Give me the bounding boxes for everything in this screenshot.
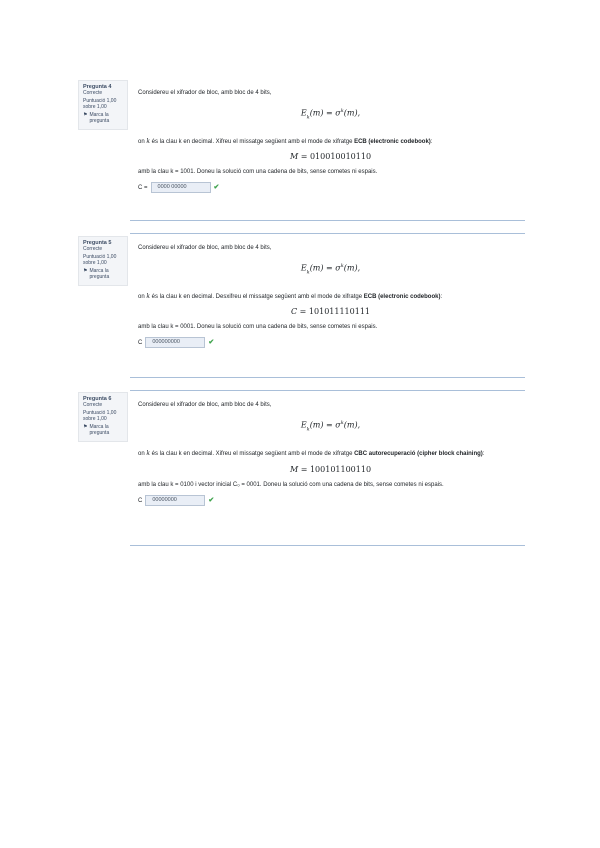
answer-label: C = [138,184,148,191]
question-body: on k és la clau k en decimal. Desxifreu el missatge següent amb el mode de xifratge ECB (electronic codebook): [138,293,443,301]
question-info [78,236,128,286]
question-state: Correcte [83,90,103,96]
question-grade: Puntuació 1,00 sobre 1,00 [83,410,117,422]
check-icon: ✔ [208,338,215,346]
question-content [138,401,523,506]
cipher-formula: $E_k(m) = \sigma^k(m)$, [300,108,361,121]
flag-icon: ⚑ [83,112,88,118]
flag-question-link[interactable] [83,112,123,124]
key-text: amb la clau k = 0001. Doneu la solució com una cadena de bits, sense cometes ni espais. [138,324,378,331]
answer-input[interactable]: 0000 00000 [151,182,211,193]
answer-input[interactable]: 00000000 [145,495,205,506]
message-formula: M = 100101100110 [289,465,372,475]
answer-input[interactable]: 000000000 [145,337,205,348]
flag-label: Marca la pregunta [89,424,110,436]
question-number: Pregunta 5 [83,240,112,246]
key-text: amb la clau k = 0100 i vector inicial C₀ = 0001. Doneu la solució com una cadena de bits, sense cometes ni espais. [138,482,444,489]
question-number: Pregunta 6 [83,396,112,402]
answer-row [138,337,523,348]
flag-icon: ⚑ [83,268,88,274]
question-info [78,80,128,130]
question-state: Correcte [83,246,103,252]
question-body: on k és la clau k en decimal. Xifreu el missatge següent amb el mode de xifratge CBC autorecuperació (cipher block chaining): [138,450,485,458]
separator [130,545,525,546]
separator [130,233,525,234]
message-formula: M = 010010010110 [289,152,372,162]
cipher-formula: $E_k(m) = \sigma^k(m)$, [300,420,361,433]
question-number: Pregunta 4 [83,84,112,90]
question-intro: Considereu el xifrador de bloc, amb bloc de 4 bits, [138,245,272,251]
question-body: on k és la clau k en decimal. Xifreu el missatge següent amb el mode de xifratge ECB (electronic codebook): [138,138,433,146]
separator [130,220,525,221]
question-intro: Considereu el xifrador de bloc, amb bloc de 4 bits, [138,90,272,96]
question-intro: Considereu el xifrador de bloc, amb bloc de 4 bits, [138,402,272,408]
check-icon: ✔ [213,183,220,191]
key-text: amb la clau k = 1001. Doneu la solució com una cadena de bits, sense cometes ni espais. [138,169,378,176]
separator [130,390,525,391]
flag-label: Marca la pregunta [89,268,110,280]
check-icon: ✔ [208,496,215,504]
answer-row [138,182,523,193]
separator [130,377,525,378]
question-content [138,244,523,348]
answer-row [138,495,523,506]
question-grade: Puntuació 1,00 sobre 1,00 [83,98,117,110]
question-grade: Puntuació 1,00 sobre 1,00 [83,254,117,266]
question-state: Correcte [83,402,103,408]
flag-icon: ⚑ [83,424,88,430]
answer-label: C [138,497,143,504]
flag-label: Marca la pregunta [89,112,110,124]
question-content [138,89,523,193]
cipher-formula: $E_k(m) = \sigma^k(m)$, [300,263,361,276]
message-formula: C = 101011110111 [291,307,370,317]
answer-label: C [138,339,143,346]
question-info [78,392,128,442]
flag-question-link[interactable] [83,268,123,280]
flag-question-link[interactable] [83,424,123,436]
